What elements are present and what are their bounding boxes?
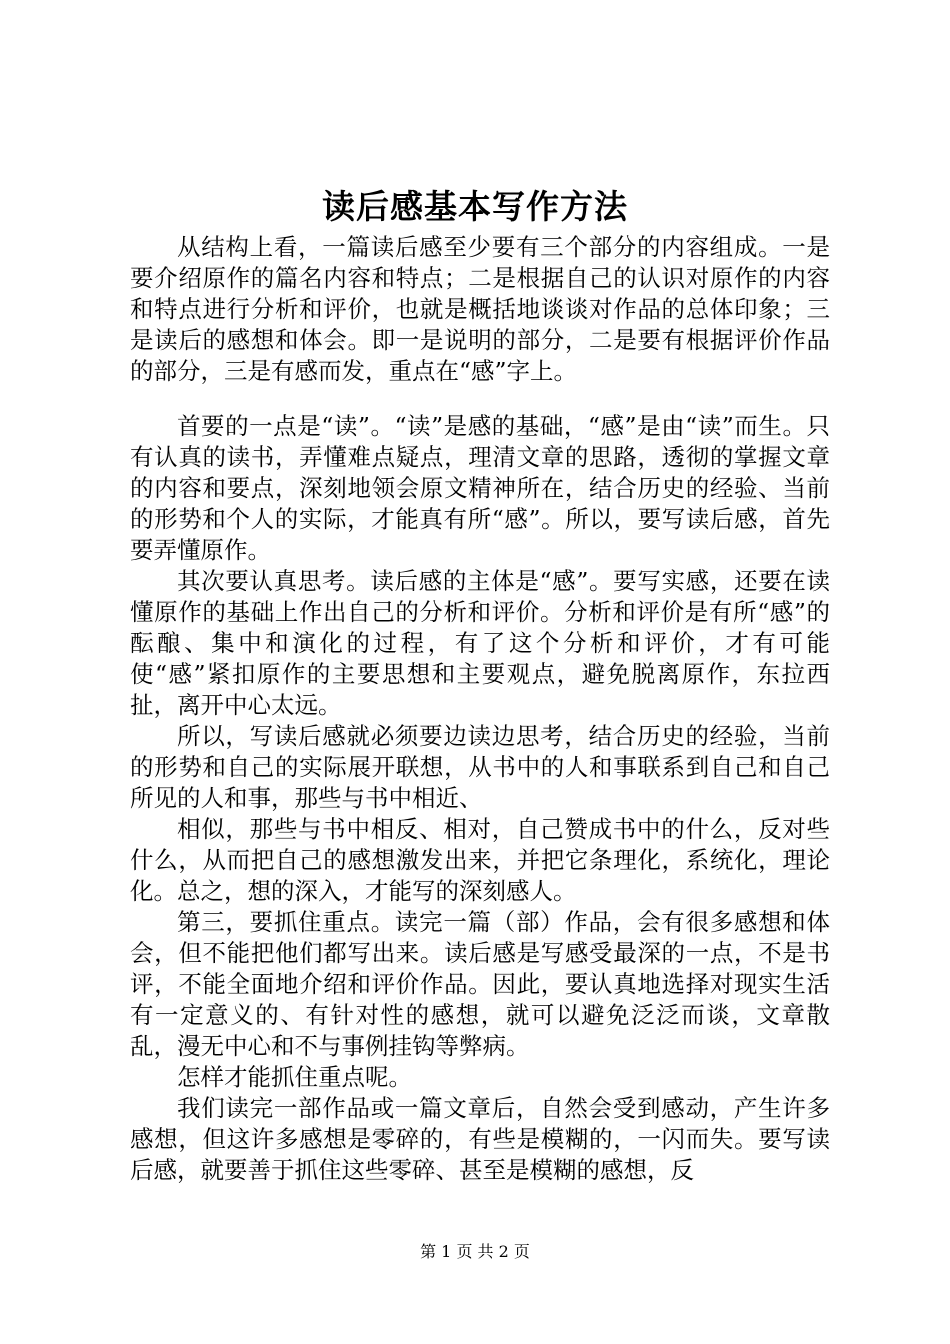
paragraph: 所以，写读后感就必须要边读边思考，结合历史的经验，当前的形势和自己的实际展开联想，从书中的人和事联系到自己和自己所见的人和事，那些与书中相近、 [130,722,830,812]
document-body [130,232,830,1186]
paragraph: 我们读完一部作品或一篇文章后，自然会受到感动，产生许多感想，但这许多感想是零碎的，有些是模糊的，一闪而失。要写读后感，就要善于抓住这些零碎、甚至是模糊的感想，反 [130,1094,830,1184]
paragraph: 相似，那些与书中相反、相对，自己赞成书中的什么，反对些什么，从而把自己的感想激发出来，并把它条理化，系统化，理论化。总之，想的深入，才能写的深刻感人。 [130,815,830,905]
document-title: 读后感基本写作方法 [322,187,628,226]
paragraph: 其次要认真思考。读后感的主体是“感”。要写实感，还要在读懂原作的基础上作出自己的分析和评价。分析和评价是有所“感”的酝酿、集中和演化的过程，有了这个分析和评价，才有可能使“感”紧扣原作的主要思想和主要观点，避免脱离原作，东拉西扯，离开中心太远。 [130,567,830,719]
paragraph: 怎样才能抓住重点呢。 [177,1063,412,1091]
paragraph: 首要的一点是“读”。“读”是感的基础，“感”是由“读”而生。只有认真的读书，弄懂难点疑点，理清文章的思路，透彻的掌握文章的内容和要点，深刻地领会原文精神所在，结合历史的经验、当前的形势和个人的实际，才能真有所“感”。所以，要写读后感，首先要弄懂原作。 [130,412,830,564]
paragraph: 从结构上看，一篇读后感至少要有三个部分的内容组成。一是要介绍原作的篇名内容和特点；二是根据自己的认识对原作的内容和特点进行分析和评价，也就是概括地谈谈对作品的总体印象；三是读后的感想和体会。即一是说明的部分，二是要有根据评价作品的部分，三是有感而发，重点在“感”字上。 [130,233,830,385]
page-footer: 第 1 页 共 2 页 [420,1242,530,1261]
paragraph: 第三，要抓住重点。读完一篇（部）作品，会有很多感想和体会，但不能把他们都写出来。读后感是写感受最深的一点，不是书评，不能全面地介绍和评价作品。因此，要认真地选择对现实生活有一定意义的、有针对性的感想，就可以避免泛泛而谈，文章散乱，漫无中心和不与事例挂钩等弊病。 [130,908,830,1060]
